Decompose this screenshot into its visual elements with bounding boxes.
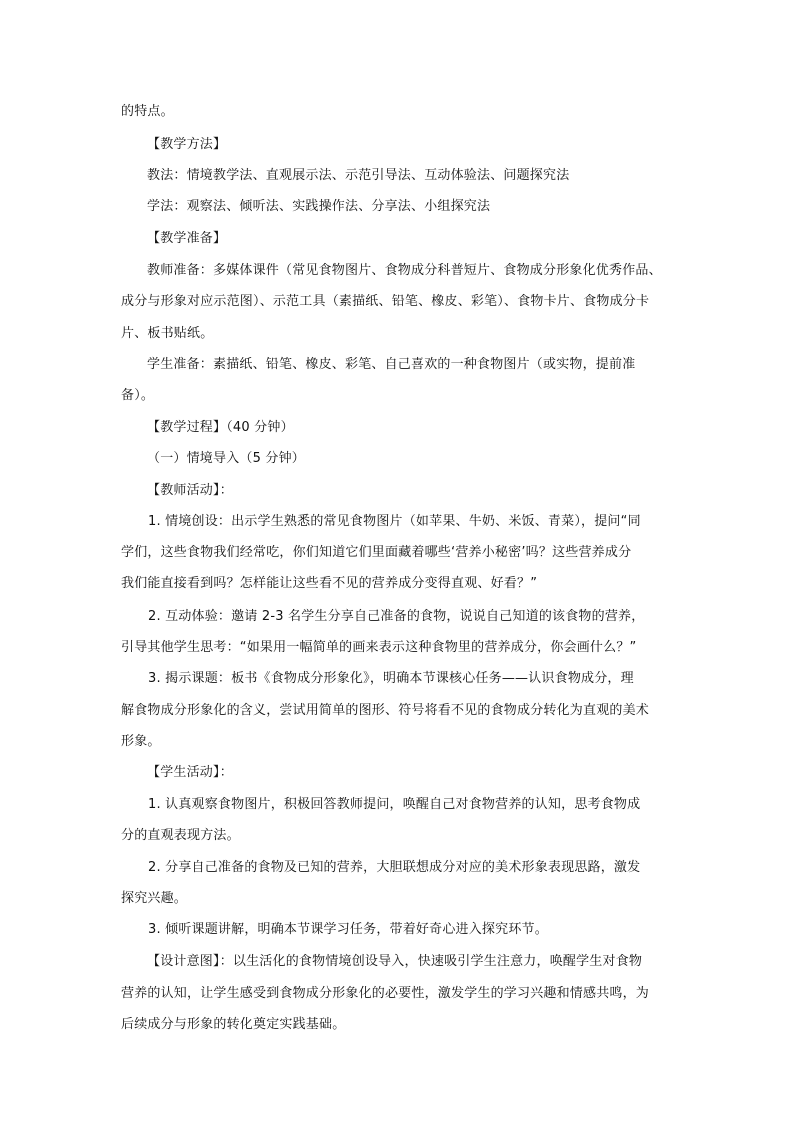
text-line: 片、板书贴纸。 — [121, 326, 214, 341]
section-heading: 【学生活动】： — [147, 765, 233, 780]
text-line: 的特点。 — [121, 104, 174, 119]
text-line: 引导其他学生思考：“如果用一幅简单的画来表示这种食物里的营养成分，你会画什么？” — [121, 640, 637, 655]
section-heading: 【教学过程】（40 分钟） — [147, 420, 294, 435]
text-line: 教师准备：多媒体课件（常见食物图片、食物成分科普短片、食物成分形象化优秀作品、 — [147, 263, 662, 278]
text-line: 我们能直接看到吗？怎样能让这些看不见的营养成分变得直观、好看？” — [121, 576, 538, 591]
text-line: 成分与形象对应示范图）、示范工具（素描纸、铅笔、橡皮、彩笔）、食物卡片、食物成分卡 — [121, 294, 650, 309]
text-line: 学法：观察法、倾听法、实践操作法、分享法、小组探究法 — [147, 199, 491, 214]
list-item: 1. 认真观察食物图片，积极回答教师提问，唤醒自己对食物营养的认知，思考食物成 — [148, 797, 641, 812]
text-line: 分的直观表现方法。 — [121, 828, 240, 843]
text-line: 学们，这些食物我们经常吃，你们知道它们里面藏着哪些‘营养小秘密’吗？这些营养成分 — [121, 545, 632, 560]
list-item: 2. 互动体验：邀请 2-3 名学生分享自己准备的食物，说说自己知道的该食物的营养， — [148, 609, 645, 624]
text-line: 备）。 — [121, 388, 155, 403]
section-heading: 【教学准备】 — [147, 231, 227, 246]
text-line: 探究兴趣。 — [121, 891, 188, 906]
list-item: 3. 倾听课题讲解，明确本节课学习任务，带着好奇心进入探究环节。 — [148, 922, 548, 937]
section-heading: 【教学方法】 — [147, 137, 227, 152]
list-item: 3. 揭示课题：板书《食物成分形象化》，明确本节课核心任务——认识食物成分，理 — [148, 671, 634, 686]
text-line: 解食物成分形象化的含义，尝试用简单的图形、符号将看不见的食物成分转化为直观的美术 — [121, 703, 650, 718]
list-item: 1. 情境创设：出示学生熟悉的常见食物图片（如苹果、牛奶、米饭、青菜），提问“同 — [148, 514, 641, 529]
text-line: 营养的认知，让学生感受到食物成分形象化的必要性，激发学生的学习兴趣和情感共鸣，为 — [121, 986, 650, 1001]
text-line: 形象。 — [121, 734, 161, 749]
text-line: 教法：情境教学法、直观展示法、示范引导法、互动体验法、问题探究法 — [147, 168, 570, 183]
section-heading: 【设计意图】：以生活化的食物情境创设导入，快速吸引学生注意力，唤醒学生对食物 — [147, 954, 643, 969]
subsection-heading: （一）情境导入（5 分钟） — [147, 451, 306, 466]
text-line: 学生准备：素描纸、铅笔、橡皮、彩笔、自己喜欢的一种食物图片（或实物，提前准 — [147, 357, 636, 372]
text-line: 后续成分与形象的转化奠定实践基础。 — [121, 1017, 346, 1032]
section-heading: 【教师活动】： — [147, 483, 233, 498]
list-item: 2. 分享自己准备的食物及已知的营养，大胆联想成分对应的美术形象表现思路，激发 — [148, 860, 641, 875]
